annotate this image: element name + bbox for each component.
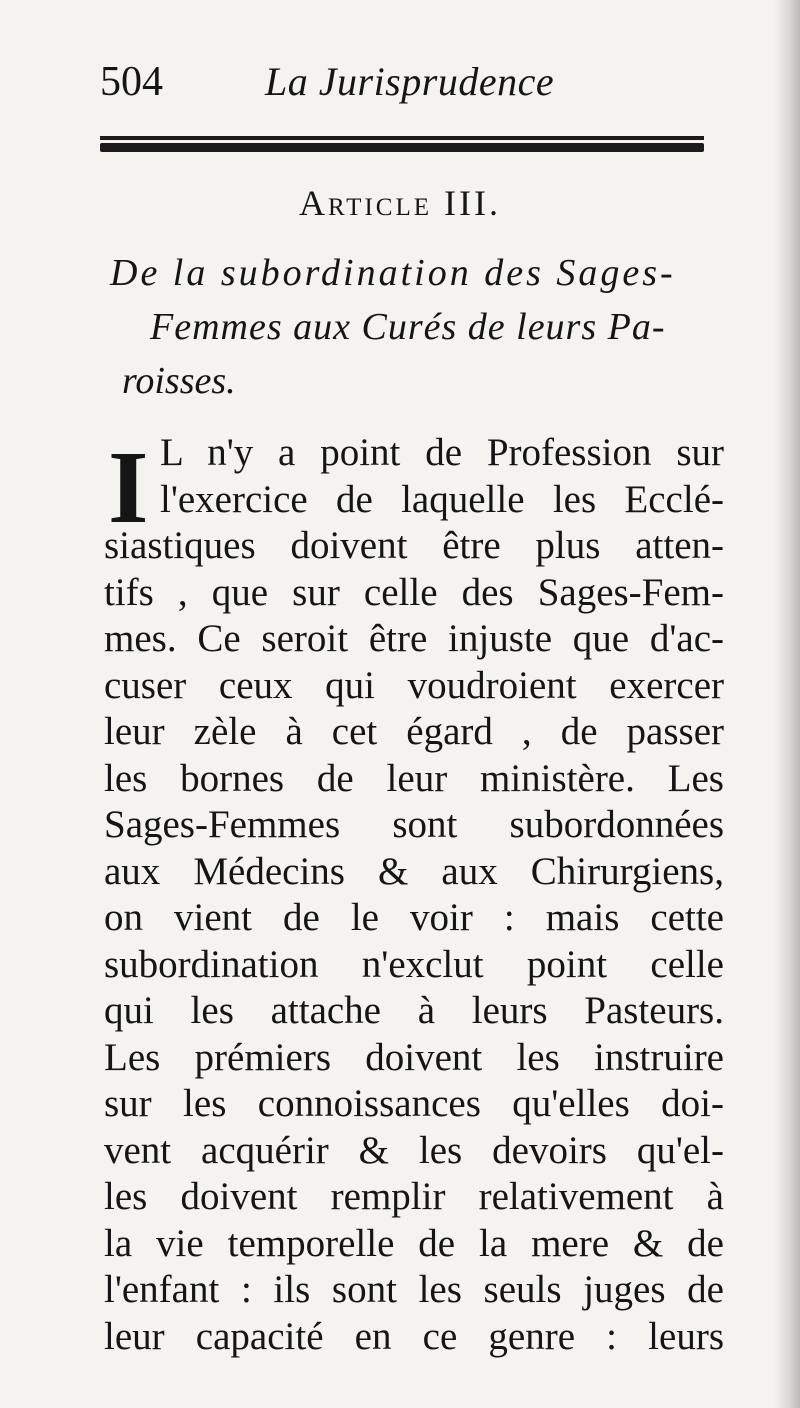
rule-thick-line: [100, 143, 704, 152]
header-rule: [100, 136, 704, 154]
body-line: on vient de le voir : mais cette: [104, 896, 724, 939]
rule-thin-line: [100, 136, 704, 140]
body-paragraph: [104, 430, 724, 1360]
body-line: les doivent remplir relativement à: [104, 1175, 724, 1218]
body-line: cuser ceux qui voudroient exercer: [104, 663, 724, 707]
page-header: [100, 58, 720, 118]
body-line: la vie temporelle de la mere & de: [104, 1221, 724, 1265]
running-title: La Jurisprudence: [265, 59, 555, 104]
body-line: l'exercice de laquelle les Ecclé-: [160, 477, 724, 521]
body-line: siastiques doivent être plus atten-: [104, 524, 724, 567]
body-line: Sages-Femmes sont subordonnées: [104, 803, 724, 846]
body-line: qui les attache à leurs Pasteurs.: [104, 989, 724, 1032]
body-line: sur les connoissances qu'elles doi-: [104, 1082, 724, 1125]
body-line: subordination n'exclut point celle: [104, 942, 724, 986]
subtitle-line: De la subordination des Sages-: [110, 252, 676, 294]
body-line: leur zèle à cet égard , de passer: [104, 710, 724, 753]
article-subtitle: [110, 246, 730, 408]
subtitle-line: Femmes aux Curés de leurs Pa-: [150, 306, 666, 348]
article-heading: Article III.: [299, 183, 501, 223]
body-line: Les prémiers doivent les instruire: [104, 1035, 724, 1079]
drop-cap: I: [108, 430, 149, 545]
page-number: 504: [100, 59, 163, 105]
body-line: L n'y a point de Profession sur: [160, 431, 724, 474]
body-line: aux Médecins & aux Chirurgiens,: [104, 849, 724, 893]
subtitle-line: roisses.: [122, 360, 236, 402]
body-line: tifs , que sur celle des Sages-Fem-: [104, 570, 724, 614]
body-line: les bornes de leur ministère. Les: [104, 756, 724, 800]
body-line: l'enfant : ils sont les seuls juges de: [104, 1268, 724, 1311]
body-line: mes. Ce seroit être injuste que d'ac-: [104, 617, 724, 660]
body-line: vent acquérir & les devoirs qu'el-: [104, 1128, 724, 1172]
body-line: leur capacité en ce genre : leurs: [104, 1314, 724, 1358]
